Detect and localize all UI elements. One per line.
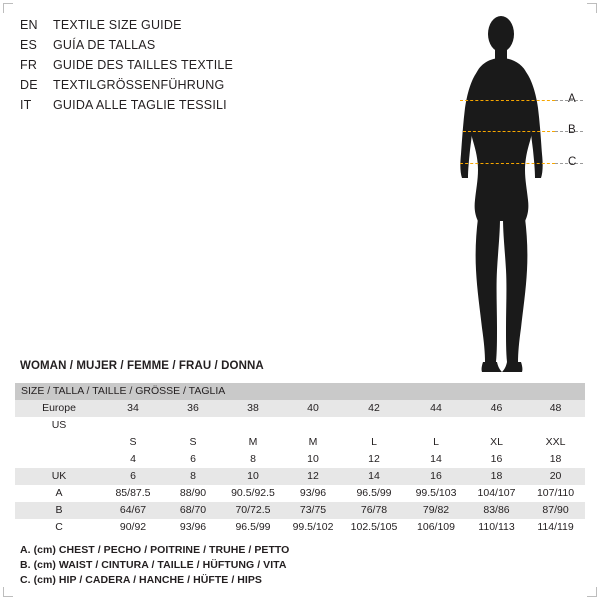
cell: M [283,434,343,451]
cell: L [343,434,405,451]
cell: 10 [283,451,343,468]
language-code-en: EN [20,18,38,32]
cell: 68/70 [163,502,223,519]
row-label: B [15,502,103,519]
table-row [15,468,585,485]
cell: 102.5/105 [343,519,405,536]
cell: 107/110 [526,485,585,502]
chest-marker-label: A [568,93,576,105]
cell [343,417,405,434]
chest-measure-line [460,100,555,101]
cell: 99.5/102 [283,519,343,536]
language-row-es [20,35,400,55]
cell: 73/75 [283,502,343,519]
waist-measure-line [463,131,555,132]
table-row [15,417,585,434]
cell: 93/96 [283,485,343,502]
cell: 106/109 [405,519,467,536]
cell: 10 [223,468,283,485]
cell: 38 [223,400,283,417]
cell: 83/86 [467,502,526,519]
cell: 14 [343,468,405,485]
legend-hip: C. (cm) HIP / CADERA / HANCHE / HÜFTE / HIPS [20,574,262,586]
cell: 8 [223,451,283,468]
legend-chest: A. (cm) CHEST / PECHO / POITRINE / TRUHE / PETTO [20,544,290,556]
cell [467,417,526,434]
cell: 4 [103,451,163,468]
cell: 99.5/103 [405,485,467,502]
cell: 14 [405,451,467,468]
cell: XXL [526,434,585,451]
cell [223,417,283,434]
table-row [15,485,585,502]
cell: 96.5/99 [223,519,283,536]
cell: 114/119 [526,519,585,536]
cell: 12 [343,451,405,468]
cell: L [405,434,467,451]
cell: 42 [343,400,405,417]
legend-waist: B. (cm) WAIST / CINTURA / TAILLE / HÜFTUNG / VITA [20,559,287,571]
language-title-de: TEXTILGRÖSSENFÜHRUNG [53,78,225,92]
hip-marker-label: C [568,156,577,168]
cell: 18 [526,451,585,468]
cell: 90/92 [103,519,163,536]
cell: S [103,434,163,451]
cell: 79/82 [405,502,467,519]
cell: 48 [526,400,585,417]
language-row-de [20,75,400,95]
cell: 40 [283,400,343,417]
cell [405,417,467,434]
cell: 76/78 [343,502,405,519]
language-title-it: GUIDA ALLE TAGLIE TESSILI [53,98,227,112]
cell: XL [467,434,526,451]
size-table [15,383,585,536]
cell: 46 [467,400,526,417]
row-label [15,434,103,451]
cell: 93/96 [163,519,223,536]
size-table-container [15,383,585,536]
row-label: A [15,485,103,502]
cell: 18 [467,468,526,485]
cell: 87/90 [526,502,585,519]
language-code-de: DE [20,78,38,92]
cell: 8 [163,468,223,485]
cell: 16 [405,468,467,485]
cell: 104/107 [467,485,526,502]
cell: 96.5/99 [343,485,405,502]
language-title-block [20,15,400,115]
language-row-en [20,15,400,35]
cell: 110/113 [467,519,526,536]
cell: 88/90 [163,485,223,502]
table-row [15,451,585,468]
language-code-es: ES [20,38,38,52]
cell [103,417,163,434]
cell: 6 [163,451,223,468]
table-row [15,434,585,451]
cell [526,417,585,434]
cell [283,417,343,434]
row-label: US [15,417,103,434]
cell: 20 [526,468,585,485]
table-row [15,519,585,536]
female-figure-diagram [415,8,595,378]
language-row-it [20,95,400,115]
cell: 12 [283,468,343,485]
table-header-row [15,383,585,400]
row-label: UK [15,468,103,485]
waist-marker-label: B [568,124,576,136]
language-code-fr: FR [20,58,38,72]
hip-measure-line [460,163,555,164]
language-title-es: GUÍA DE TALLAS [53,38,156,52]
cell: 34 [103,400,163,417]
cell: 70/72.5 [223,502,283,519]
cell: 90.5/92.5 [223,485,283,502]
corner-mark-bottom-right [587,587,597,597]
row-label [15,451,103,468]
table-row [15,502,585,519]
row-label: C [15,519,103,536]
section-title: WOMAN / MUJER / FEMME / FRAU / DONNA [20,360,264,372]
table-header-label: SIZE / TALLA / TAILLE / GRÖSSE / TAGLIA [15,383,585,400]
cell [163,417,223,434]
cell: 64/67 [103,502,163,519]
table-row [15,400,585,417]
cell: 6 [103,468,163,485]
female-body-silhouette-icon [430,8,580,378]
cell: 85/87.5 [103,485,163,502]
language-title-en: TEXTILE SIZE GUIDE [53,18,182,32]
language-row-fr [20,55,400,75]
cell: 16 [467,451,526,468]
corner-mark-top-left [3,3,13,13]
cell: 36 [163,400,223,417]
cell: M [223,434,283,451]
cell: 44 [405,400,467,417]
corner-mark-bottom-left [3,587,13,597]
language-code-it: IT [20,98,32,112]
measurement-legend [20,543,580,588]
language-title-fr: GUIDE DES TAILLES TEXTILE [53,58,234,72]
row-label: Europe [15,400,103,417]
cell: S [163,434,223,451]
